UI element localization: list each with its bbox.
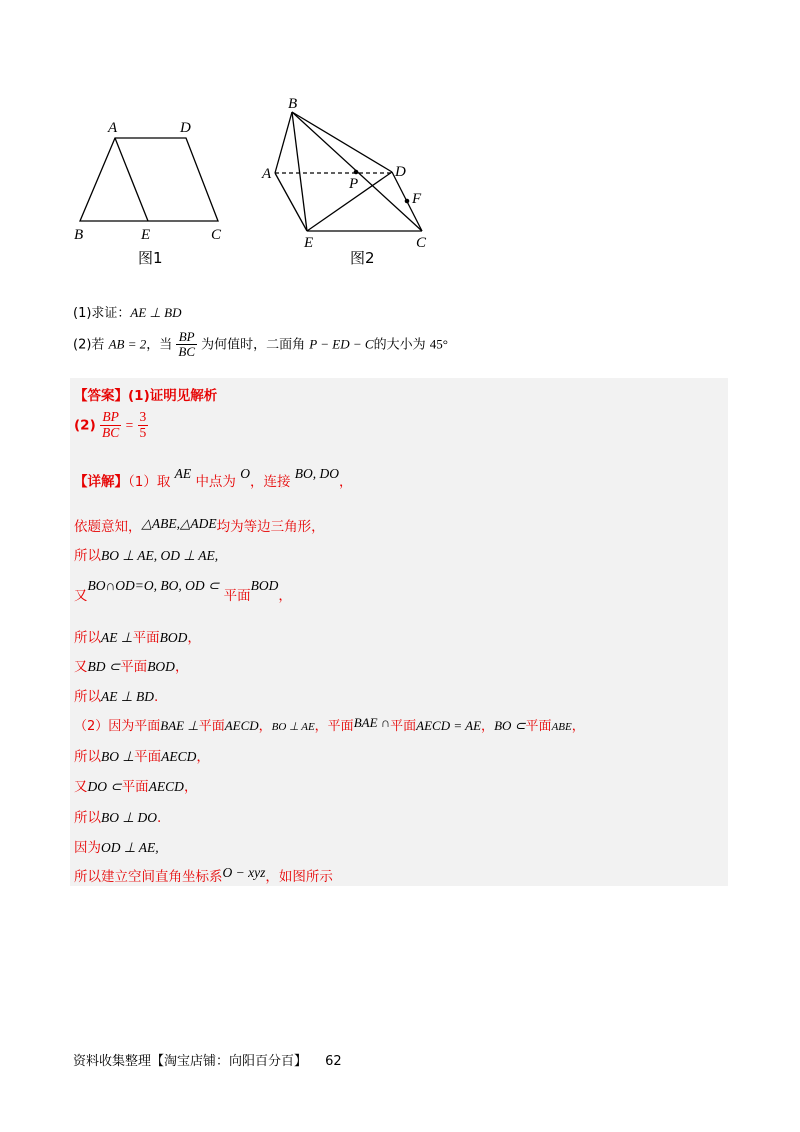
answer-line-2 — [74, 410, 148, 441]
d9-0: 所以 — [74, 749, 101, 765]
fig1-label-D: D — [180, 120, 191, 136]
footer-text: 资料收集整理【淘宝店铺：向阳百分百】 — [73, 1054, 308, 1069]
d2-1: △ABE,△ADE — [141, 516, 217, 531]
d10-0: 又 — [74, 779, 88, 795]
q2-frac-num: BP — [176, 330, 197, 345]
point-P-dot — [354, 170, 359, 175]
detail-line-8 — [74, 715, 585, 734]
d1-6: ， — [339, 474, 353, 490]
d13-2: ，如图所示 — [265, 869, 333, 885]
d8-12: 平面 — [525, 719, 552, 734]
detail-line-5 — [74, 626, 201, 646]
answer-line-1 — [74, 384, 217, 404]
answer-val-den: 5 — [139, 424, 147, 440]
detail-line-1 — [74, 466, 353, 490]
detail-line-9 — [74, 745, 210, 765]
d4-2: 平面 — [223, 588, 251, 604]
d6-1: BD ⊂ — [87, 659, 121, 674]
detail-line-2 — [74, 515, 325, 535]
d8-10: ， — [481, 719, 495, 734]
q2-degree: 45° — [429, 336, 448, 352]
d10-3: AECD — [148, 779, 184, 794]
d11-2: . — [157, 810, 162, 826]
d1-2: 中点为 — [195, 474, 236, 490]
d12-0: 因为 — [74, 840, 101, 856]
d1-5: BO, DO — [294, 466, 340, 481]
page-number: 62 — [325, 1054, 342, 1069]
d1-4: ，连接 — [249, 474, 291, 490]
detail-line-6 — [74, 655, 188, 675]
d1-1: AE — [174, 466, 192, 481]
fig1-label-B: B — [74, 227, 84, 243]
answer-part-1: (1)证明见解析 — [128, 388, 218, 404]
d10-1: DO ⊂ — [87, 779, 122, 794]
d13-1: O − xyz — [222, 865, 266, 880]
fig2-label-E: E — [304, 235, 314, 251]
d6-2: 平面 — [120, 659, 148, 675]
d8-13: ABE — [551, 721, 572, 733]
d10-4: ， — [183, 779, 198, 795]
d13-0: 所以建立空间直角坐标系 — [74, 869, 223, 885]
fig2-label-B: B — [288, 96, 298, 112]
q2-angle: P − ED − C — [309, 336, 374, 352]
d8-1: BAE ⊥ — [160, 718, 199, 733]
detail-tag: 【详解】 — [74, 474, 128, 490]
d2-0: 依题意知， — [74, 519, 142, 535]
d9-1: BO ⊥ — [101, 749, 135, 764]
d6-3: BOD — [147, 659, 175, 674]
q2-mid: ，当 — [146, 337, 173, 353]
fig1-label-A: A — [108, 120, 118, 136]
q2-fraction — [176, 330, 197, 360]
q2-mid2: 为何值时，二面角 — [201, 337, 306, 353]
detail-line-3 — [74, 544, 218, 564]
answer-tag: 【答案】 — [74, 388, 128, 404]
q1-math: AE ⊥ BD — [130, 305, 182, 320]
d5-1: AE ⊥ — [101, 630, 133, 645]
d8-0: （2）因为平面 — [74, 719, 161, 734]
d5-3: BOD — [159, 630, 188, 645]
answer-value — [138, 410, 149, 441]
question-2 — [73, 330, 448, 360]
detail-line-13 — [74, 865, 333, 885]
d5-0: 所以 — [74, 630, 101, 646]
d1-3: O — [240, 466, 250, 481]
fig2-caption: 图2 — [350, 249, 375, 267]
answer-val-num: 3 — [139, 409, 147, 424]
d3-1: BO ⊥ AE, OD ⊥ AE, — [101, 548, 219, 563]
answer-fraction — [100, 410, 121, 441]
d8-6: ，平面 — [314, 719, 354, 734]
d9-2: 平面 — [134, 749, 162, 765]
d2-2: 均为等边三角形， — [216, 519, 325, 535]
d4-4: ， — [278, 588, 292, 604]
d8-7: BAE ∩ — [353, 715, 391, 730]
d5-4: ， — [187, 630, 201, 646]
d3-0: 所以 — [74, 548, 101, 564]
d8-9: AECD = AE — [416, 718, 482, 733]
answer-part-2-prefix: (2) — [74, 417, 96, 434]
detail-line-12 — [74, 836, 159, 856]
detail-line-11 — [74, 806, 161, 826]
d9-4: ， — [196, 749, 210, 765]
answer-equals: = — [125, 417, 134, 433]
answer-frac-den: BC — [102, 424, 120, 440]
d11-0: 所以 — [74, 810, 101, 826]
q2-prefix: (2)若 — [73, 337, 105, 353]
d4-1: BO∩OD=O, BO, OD ⊂ — [87, 578, 220, 593]
d5-2: 平面 — [132, 630, 160, 646]
d9-3: AECD — [161, 749, 197, 764]
fig2-label-A: A — [262, 166, 272, 182]
question-1 — [73, 302, 181, 321]
detail-line-4 — [74, 574, 292, 604]
d8-8: 平面 — [390, 719, 417, 734]
q2-frac-den: BC — [178, 344, 195, 360]
d4-3: BOD — [250, 578, 279, 593]
answer-frac-num: BP — [100, 410, 121, 426]
d8-4: ， — [258, 719, 272, 734]
d6-4: ， — [174, 659, 189, 675]
d4-0: 又 — [74, 588, 88, 604]
detail-line-10 — [74, 775, 197, 795]
d8-14: ， — [571, 719, 585, 734]
fig2-label-C: C — [416, 235, 427, 251]
point-F-dot — [405, 199, 410, 204]
d11-1: BO ⊥ DO — [101, 810, 158, 825]
d7-0: 所以 — [74, 689, 101, 705]
figure-2 — [255, 92, 455, 272]
d8-5: BO ⊥ AE — [271, 721, 315, 733]
detail-line-7 — [74, 685, 158, 705]
figure-1 — [70, 112, 250, 272]
q1-prefix: (1)求证： — [73, 306, 131, 321]
d6-0: 又 — [74, 659, 88, 675]
page-footer — [73, 1050, 342, 1069]
fig2-label-F: F — [412, 191, 422, 207]
d1-0: （1）取 — [128, 474, 171, 490]
d7-2: . — [154, 689, 159, 705]
fig1-caption: 图1 — [138, 249, 163, 267]
d7-1: AE ⊥ BD — [101, 689, 154, 704]
q2-end: 的大小为 — [373, 337, 426, 353]
d10-2: 平面 — [121, 779, 149, 795]
fig2-label-D: D — [395, 164, 406, 180]
d8-3: AECD — [224, 718, 259, 733]
d8-11: BO ⊂ — [494, 718, 526, 733]
q2-cond: AB = 2 — [108, 336, 147, 352]
d8-2: 平面 — [198, 719, 225, 734]
d12-1: OD ⊥ AE, — [101, 840, 159, 855]
fig2-label-P: P — [349, 176, 359, 192]
fig1-label-C: C — [211, 227, 222, 243]
fig1-label-E: E — [141, 227, 151, 243]
